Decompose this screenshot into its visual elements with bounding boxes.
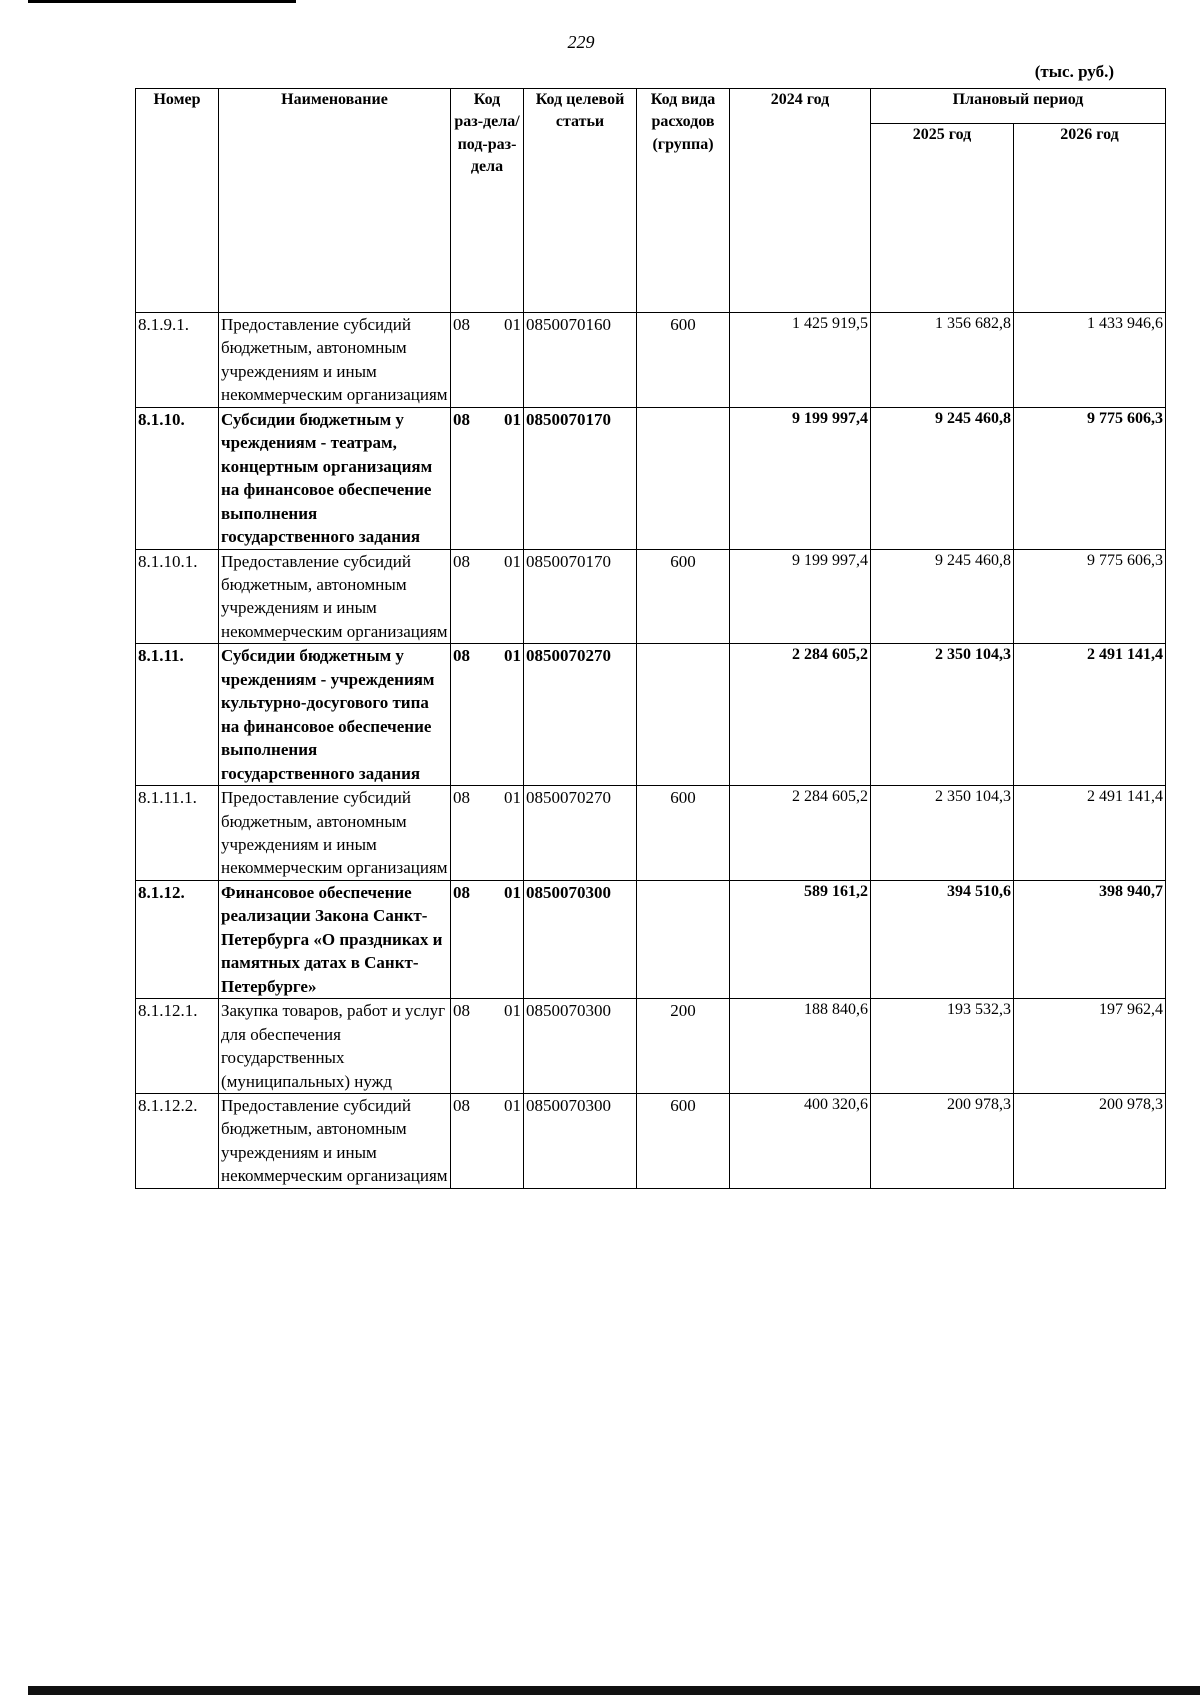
cell-2026: 2 491 141,4 xyxy=(1014,786,1166,881)
cell-celev: 0850070270 xyxy=(524,644,637,786)
header-2025: 2025 год xyxy=(871,124,1014,313)
cell-razdel-code xyxy=(451,407,524,549)
cell-nomer: 8.1.12.2. xyxy=(136,1093,219,1188)
cell-vid xyxy=(637,407,730,549)
podrazdel-code: 01 xyxy=(504,315,521,334)
cell-name: Закупка товаров, работ и услуг для обеспечения государственных (муниципальных) нужд xyxy=(219,999,451,1094)
cell-2024: 1 425 919,5 xyxy=(730,313,871,408)
podrazdel-code: 01 xyxy=(504,1095,521,1115)
cell-celev: 0850070300 xyxy=(524,999,637,1094)
podrazdel-code: 01 xyxy=(504,409,521,429)
razdel-code: 08 xyxy=(453,1095,470,1115)
razdel-code: 08 xyxy=(453,315,470,334)
header-vid: Код вида расходов (группа) xyxy=(637,89,730,313)
razdel-code: 08 xyxy=(453,1001,470,1021)
cell-nomer: 8.1.11. xyxy=(136,644,219,786)
cell-celev: 0850070170 xyxy=(524,549,637,644)
cell-2024: 9 199 997,4 xyxy=(730,549,871,644)
cell-vid: 200 xyxy=(637,999,730,1094)
cell-2024: 2 284 605,2 xyxy=(730,644,871,786)
cell-vid xyxy=(637,644,730,786)
cell-vid: 600 xyxy=(637,786,730,881)
cell-razdel-code xyxy=(451,644,524,786)
cell-2025: 9 245 460,8 xyxy=(871,407,1014,549)
cell-razdel-code xyxy=(451,1093,524,1188)
cell-razdel-code xyxy=(451,786,524,881)
units-label: (тыс. руб.) xyxy=(1034,62,1114,81)
cell-name: Финансовое обеспечение реализации Закона Санкт-Петербурга «О праздниках и памятных датах в Санкт-Петербурге» xyxy=(219,880,451,998)
cell-name: Субсидии бюджетным у чреждениям - учреждениям культурно-досугового типа на финансовое обеспечение выполнения государственного задания xyxy=(219,644,451,786)
cell-2026: 2 491 141,4 xyxy=(1014,644,1166,786)
cell-2025: 2 350 104,3 xyxy=(871,644,1014,786)
header-2026: 2026 год xyxy=(1014,124,1166,313)
cell-2026: 9 775 606,3 xyxy=(1014,549,1166,644)
cell-name: Субсидии бюджетным у чреждениям - театрам, концертным организациям на финансовое обеспечение выполнения государственного задания xyxy=(219,407,451,549)
cell-nomer: 8.1.9.1. xyxy=(136,313,219,408)
cell-celev: 0850070270 xyxy=(524,786,637,881)
cell-2026: 1 433 946,6 xyxy=(1014,313,1166,408)
table-row xyxy=(136,313,1166,408)
cell-2024: 188 840,6 xyxy=(730,999,871,1094)
cell-2024: 9 199 997,4 xyxy=(730,407,871,549)
cell-celev: 0850070170 xyxy=(524,407,637,549)
cell-vid: 600 xyxy=(637,549,730,644)
cell-name: Предоставление субсидий бюджетным, автономным учреждениям и иным некоммерческим организациям xyxy=(219,1093,451,1188)
top-rule xyxy=(28,0,296,3)
cell-2025: 2 350 104,3 xyxy=(871,786,1014,881)
cell-razdel-code xyxy=(451,999,524,1094)
cell-nomer: 8.1.11.1. xyxy=(136,786,219,881)
page-number: 229 xyxy=(567,32,595,52)
cell-vid xyxy=(637,880,730,998)
podrazdel-code: 01 xyxy=(504,788,521,808)
podrazdel-code: 01 xyxy=(504,551,521,571)
cell-2025: 394 510,6 xyxy=(871,880,1014,998)
razdel-code: 08 xyxy=(453,646,470,666)
cell-2024: 400 320,6 xyxy=(730,1093,871,1188)
header-razdel: Код раз-дела/ под-раз-дела xyxy=(451,89,524,313)
razdel-code: 08 xyxy=(453,409,470,429)
cell-nomer: 8.1.10. xyxy=(136,407,219,549)
header-nomer: Номер xyxy=(136,89,219,313)
cell-vid: 600 xyxy=(637,313,730,408)
budget-table xyxy=(135,88,1166,1189)
table-row xyxy=(136,999,1166,1094)
cell-name: Предоставление субсидий бюджетным, автономным учреждениям и иным некоммерческим организациям xyxy=(219,549,451,644)
cell-2025: 200 978,3 xyxy=(871,1093,1014,1188)
table-header xyxy=(136,89,1166,313)
razdel-code: 08 xyxy=(453,551,470,571)
header-celev: Код целевой статьи xyxy=(524,89,637,313)
cell-razdel-code xyxy=(451,549,524,644)
table-row xyxy=(136,786,1166,881)
cell-razdel-code xyxy=(451,313,524,408)
razdel-code: 08 xyxy=(453,882,470,902)
cell-2025: 9 245 460,8 xyxy=(871,549,1014,644)
cell-nomer: 8.1.12.1. xyxy=(136,999,219,1094)
bottom-rule xyxy=(28,1686,1200,1695)
cell-name: Предоставление субсидий бюджетным, автономным учреждениям и иным некоммерческим организациям xyxy=(219,786,451,881)
cell-celev: 0850070300 xyxy=(524,880,637,998)
table-row xyxy=(136,880,1166,998)
cell-2026: 9 775 606,3 xyxy=(1014,407,1166,549)
header-2024: 2024 год xyxy=(730,89,871,313)
podrazdel-code: 01 xyxy=(504,882,521,902)
cell-nomer: 8.1.10.1. xyxy=(136,549,219,644)
cell-razdel-code xyxy=(451,880,524,998)
cell-2026: 197 962,4 xyxy=(1014,999,1166,1094)
cell-nomer: 8.1.12. xyxy=(136,880,219,998)
podrazdel-code: 01 xyxy=(504,1001,521,1021)
table-row xyxy=(136,549,1166,644)
cell-name: Предоставление субсидий бюджетным, автономным учреждениям и иным некоммерческим организациям xyxy=(219,313,451,408)
header-plan-period: Плановый период xyxy=(871,89,1166,124)
table-row xyxy=(136,1093,1166,1188)
cell-2025: 1 356 682,8 xyxy=(871,313,1014,408)
podrazdel-code: 01 xyxy=(504,646,521,666)
cell-2026: 200 978,3 xyxy=(1014,1093,1166,1188)
cell-celev: 0850070160 xyxy=(524,313,637,408)
razdel-code: 08 xyxy=(453,788,470,808)
cell-celev: 0850070300 xyxy=(524,1093,637,1188)
cell-2024: 589 161,2 xyxy=(730,880,871,998)
table-body xyxy=(136,313,1166,1189)
table-row xyxy=(136,407,1166,549)
cell-2026: 398 940,7 xyxy=(1014,880,1166,998)
cell-vid: 600 xyxy=(637,1093,730,1188)
cell-2024: 2 284 605,2 xyxy=(730,786,871,881)
cell-2025: 193 532,3 xyxy=(871,999,1014,1094)
table-row xyxy=(136,644,1166,786)
header-name: Наименование xyxy=(219,89,451,313)
